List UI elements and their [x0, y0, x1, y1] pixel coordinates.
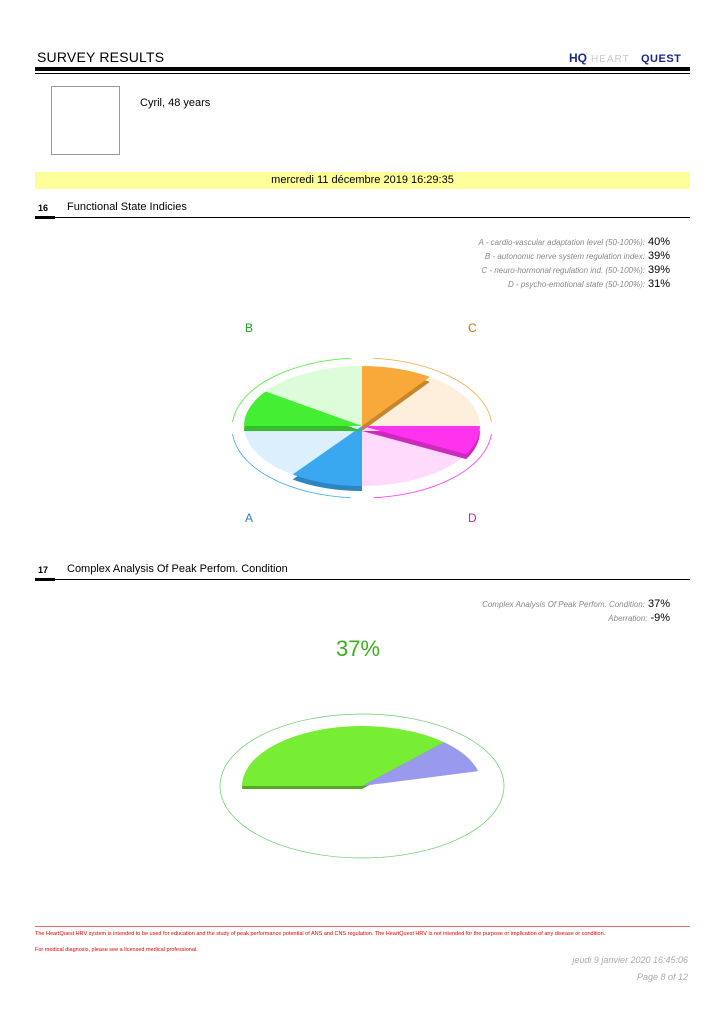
metric-d: D - psycho-emotional state (50-100%): 31% — [508, 278, 670, 290]
quadrant-label-b: B — [245, 321, 254, 335]
logo-heart: HEART — [591, 54, 630, 65]
quadrant-label-c: C — [468, 321, 477, 335]
section-16-rule — [35, 217, 690, 218]
metric-peak: Complex Analysis Of Peak Perfom. Condition: 37% — [482, 598, 670, 610]
patient-photo — [51, 86, 120, 155]
section-17-number: 17 — [38, 565, 49, 575]
section-16-number: 16 — [38, 203, 49, 213]
footer-printed-date: jeudi 9 janvier 2020 16:45:06 — [572, 955, 688, 965]
section-17-rule — [35, 579, 690, 580]
heartquest-logo — [569, 51, 689, 65]
section-16-title: Functional State Indicies — [67, 201, 187, 213]
metric-aberration: Aberration: -9% — [608, 612, 670, 624]
peak-condition-pie — [200, 700, 530, 865]
quadrant-label-a: A — [245, 511, 254, 525]
session-date: mercredi 11 décembre 2019 16:29:35 — [271, 174, 454, 186]
footer-page-number: Page 8 of 12 — [636, 972, 688, 982]
functional-state-pie — [200, 330, 530, 520]
header-rule — [35, 67, 690, 71]
section-17-underline — [35, 578, 55, 581]
footer-medical-note: For medical diagnosis, please see a licensed medical professional. — [35, 947, 198, 953]
quadrant-label-d: D — [468, 511, 477, 525]
header-rule-thin — [35, 73, 690, 74]
metric-c: C - neuro-hormonal regulation ind. (50-100%): 39% — [481, 264, 670, 276]
section-16-underline — [35, 216, 55, 219]
logo-hq: HQ — [569, 51, 587, 65]
patient-name: Cyril, 48 years — [140, 97, 211, 109]
page-title: SURVEY RESULTS — [37, 49, 165, 65]
footer-disclaimer: The HeartQuest HRV system is intended to be used for education and the study of peak performance potential of ANS and CNS regulation. The HeartQuest HRV is not intended for the purpose or implication of any disease or condition. — [35, 931, 606, 937]
metric-a: A - cardio-vascular adaptation level (50-100%): 40% — [478, 236, 670, 248]
footer-rule — [35, 926, 690, 927]
session-date-bar — [35, 172, 690, 189]
logo-quest: QUEST — [641, 53, 682, 65]
peak-percentage: 37% — [336, 636, 381, 661]
metric-b: B - autonomic nerve system regulation index: 39% — [484, 250, 670, 262]
section-17-title: Complex Analysis Of Peak Perfom. Condition — [67, 563, 288, 575]
